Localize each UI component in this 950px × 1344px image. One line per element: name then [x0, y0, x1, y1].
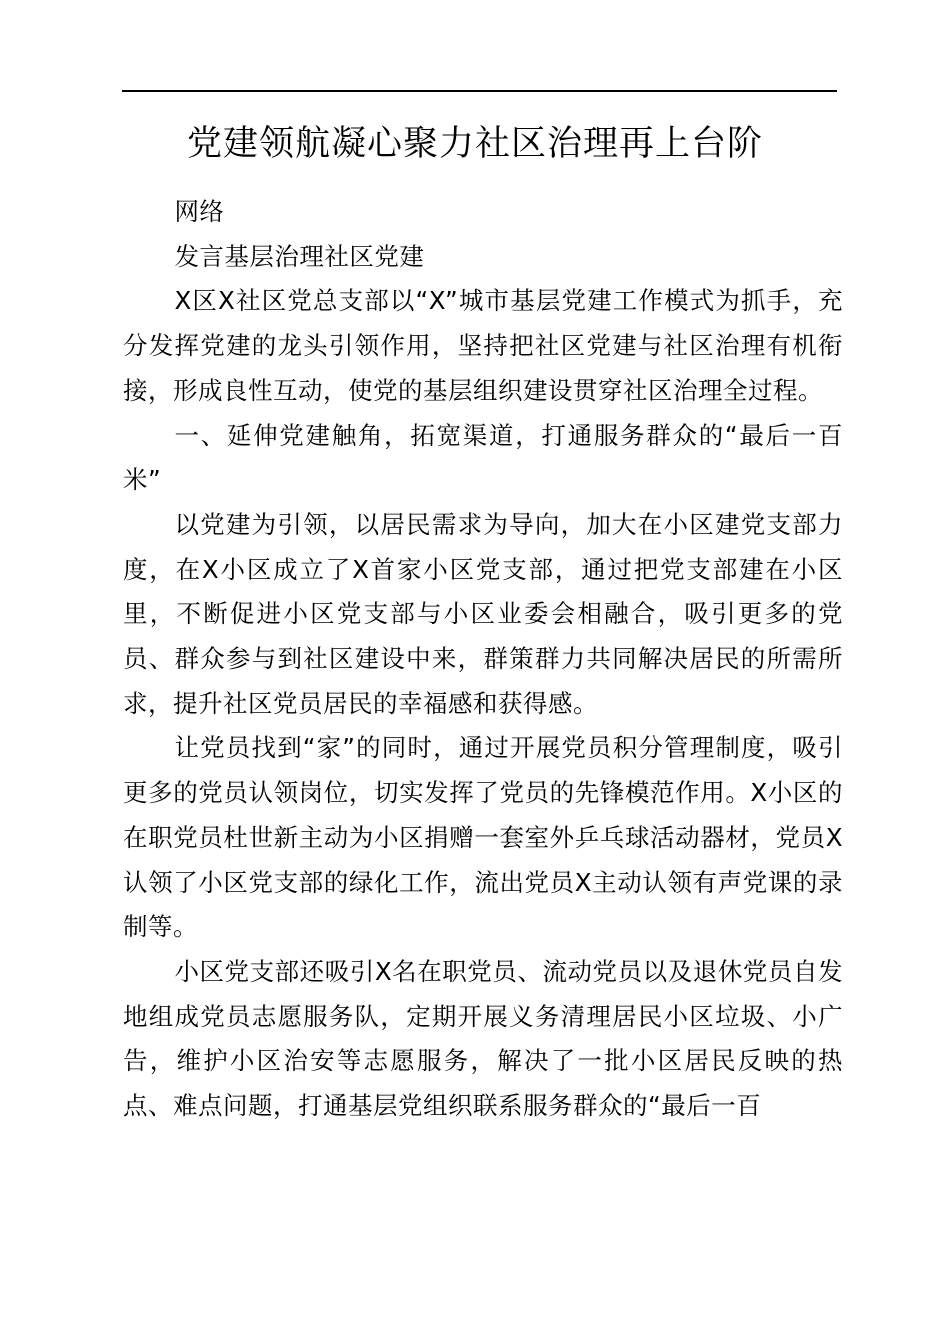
- document-title: 党建领航凝心聚力社区治理再上台阶: [186, 124, 763, 164]
- paragraph-intro: X区X社区党总支部以“X”城市基层党建工作模式为抓手，充分发挥党建的龙头引领作用，坚持把社区党建与社区治理有机衔接，形成良性互动，使党的基层组织建设贯穿社区治理全过程。: [123, 286, 843, 405]
- paragraph-member-points: 让党员找到“家”的同时，通过开展党员积分管理制度，吸引更多的党员认领岗位，切实发挥了党员的先锋模范作用。X小区的在职党员杜世新主动为小区捐赠一套室外乒乓球活动器材，党员X认领了小区党支部的绿化工作，流出党员X主动认领有声党课的录制等。: [123, 733, 843, 942]
- source-line: 网络: [174, 197, 225, 226]
- document-body: [123, 190, 843, 1129]
- paragraph-party-branch: 以党建为引领，以居民需求为导向，加大在小区建党支部力度，在X小区成立了X首家小区党支部，通过把党支部建在小区里，不断促进小区党支部与小区业委会相融合，吸引更多的党员、群众参与到社区建设中来，群策群力共同解决居民的所需所求，提升社区党员居民的幸福感和获得感。: [123, 509, 843, 718]
- paragraph-volunteer-team: 小区党支部还吸引X名在职党员、流动党员以及退休党员自发地组成党员志愿服务队，定期开展义务清理居民小区垃圾、小广告，维护小区治安等志愿服务，解决了一批小区居民反映的热点、难点问题，打通基层党组织联系服务群众的“最后一百: [123, 956, 843, 1121]
- tags-line: 发言基层治理社区党建: [174, 241, 425, 271]
- section-heading-1: 一、延伸党建触角，拓宽渠道，打通服务群众的“最后一百米”: [123, 420, 843, 495]
- header-rule: [122, 90, 837, 92]
